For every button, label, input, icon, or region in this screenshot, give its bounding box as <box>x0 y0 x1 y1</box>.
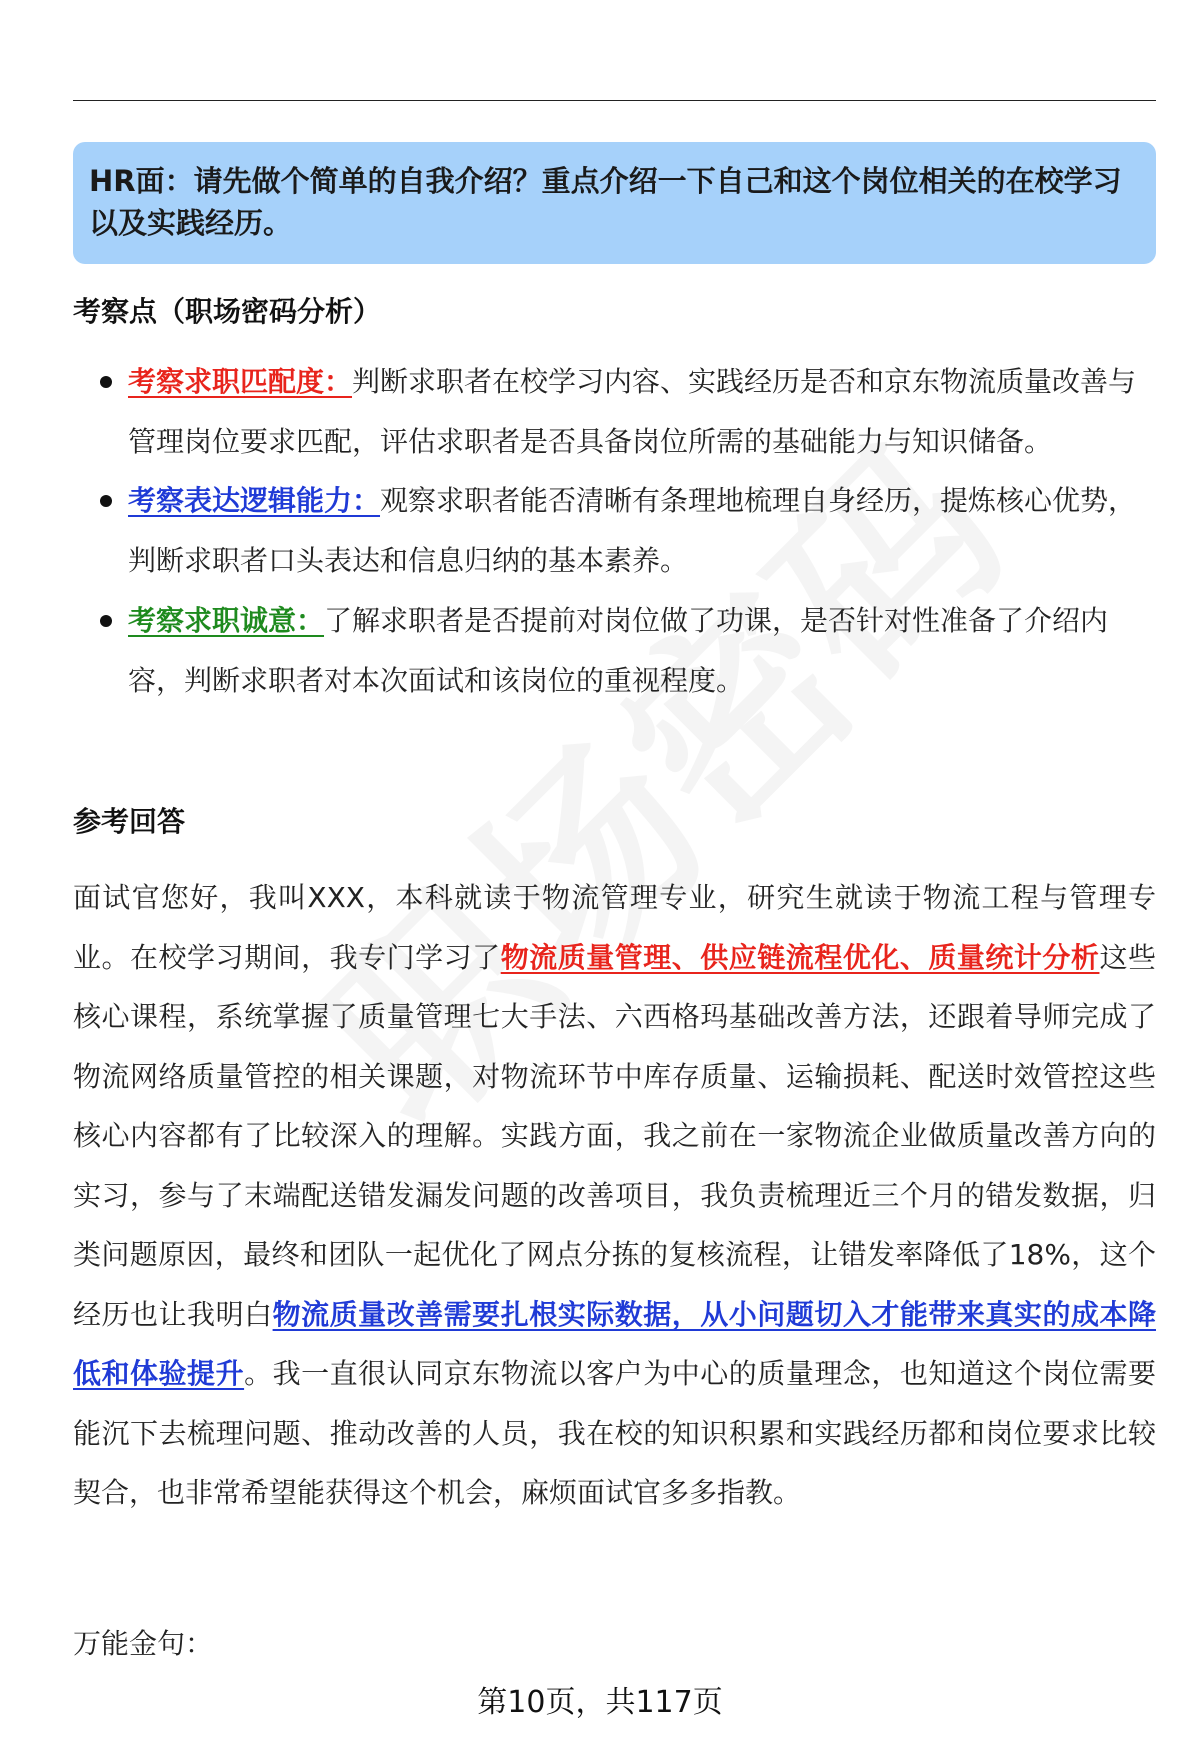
question-box <box>73 142 1156 264</box>
page-number: 第10页，共117页 <box>477 1685 723 1720</box>
analysis-title: 考察点（职场密码分析） <box>73 295 382 328</box>
point-text: 判断求职者在校学习内容、实践经历是否和京东物流质量改善与管理岗位要求匹配，评估求职者是否具备岗位所需的基础能力与知识储备。 <box>128 365 1137 458</box>
question-text: HR面：请先做个简单的自我介绍？重点介绍一下自己和这个岗位相关的在校学习以及实践经历。 <box>89 164 1122 240</box>
golden-sentence-label: 万能金句： <box>73 1627 214 1660</box>
point-text: 了解求职者是否提前对岗位做了功课，是否针对性准备了介绍内容，判断求职者对本次面试和该岗位的重视程度。 <box>128 604 1109 697</box>
bullet-icon <box>100 495 112 507</box>
answer-text: 这些核心课程，系统掌握了质量管理七大手法、六西格玛基础改善方法，还跟着导师完成了物流网络质量管控的相关课题，对物流环节中库存质量、运输损耗、配送时效管控这些核心内容都有了比较深入的理解。实践方面，我之前在一家物流企业做质量改善方向的实习，参与了末端配送错发漏发问题的改善项目，我负责梳理近三个月的错发数据，归类问题原因，最终和团队一起优化了网点分拣的复核流程，让错发率降低了18%，这个经历也让我明白 <box>73 940 1156 1331</box>
point-text: 观察求职者能否清晰有条理地梳理自身经历，提炼核心优势，判断求职者口头表达和信息归纳的基本素养。 <box>128 484 1137 577</box>
answer-text: 面试官您好，我叫XXX，本科就读于物流管理专业，研究生就读于物流工程与管理专业。在校学习期间，我专门学习了 <box>73 881 1156 974</box>
point-keyword: 考察求职诚意： <box>128 604 325 637</box>
bullet-icon <box>100 376 112 388</box>
point-keyword: 考察表达逻辑能力： <box>128 484 381 517</box>
list-item <box>73 471 1156 591</box>
list-item <box>73 352 1156 472</box>
answer-highlight: 物流质量管理、供应链流程优化、质量统计分析 <box>500 940 1100 974</box>
answer-highlight: 物流质量改善需要扎根实际数据，从小问题切入才能带来真实的成本降低和体验提升 <box>73 1297 1156 1390</box>
point-keyword: 考察求职匹配度： <box>128 365 353 398</box>
bullet-icon <box>100 615 112 627</box>
list-item <box>73 591 1156 711</box>
analysis-list <box>73 352 1156 711</box>
header-divider <box>73 100 1156 101</box>
reference-answer <box>73 868 1156 1523</box>
reference-title: 参考回答 <box>73 805 186 838</box>
answer-text: 。我一直很认同京东物流以客户为中心的质量理念，也知道这个岗位需要能沉下去梳理问题、推动改善的人员，我在校的知识积累和实践经历都和岗位要求比较契合，也非常希望能获得这个机会，麻烦面试官多多指教。 <box>73 1357 1156 1509</box>
